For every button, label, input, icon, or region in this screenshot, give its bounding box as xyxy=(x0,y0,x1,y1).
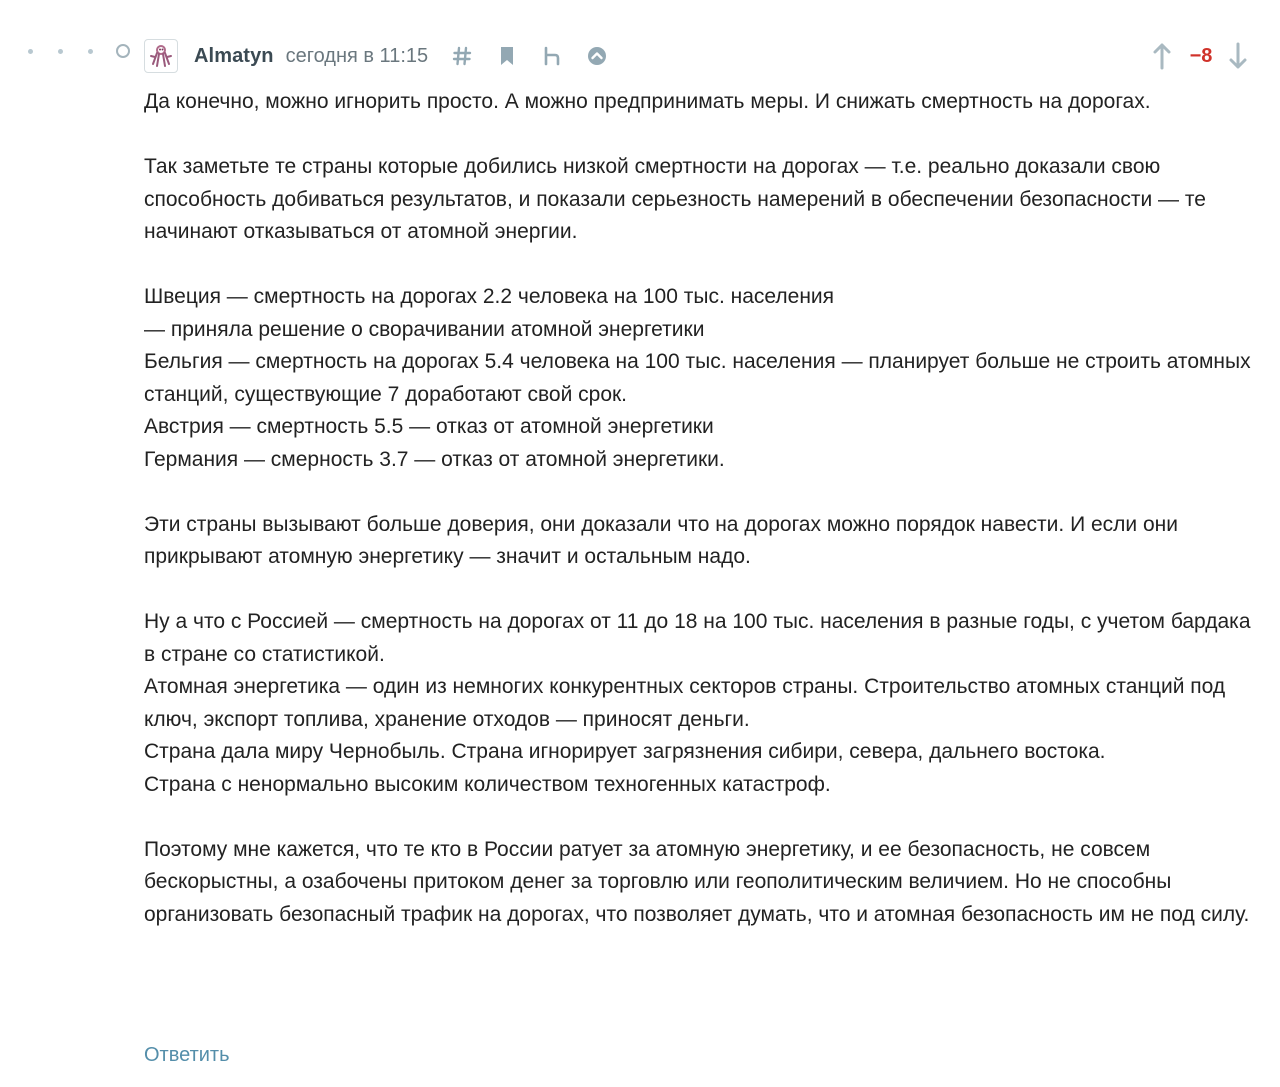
comment-paragraph: Поэтому мне кажется, что те кто в России ратует за атомную энергетику, и ее безопасность, не совсем бескорыстны, а озабочены притоком денег за торговлю или геополитическим величием. Но не способны организовать безопасный трафик на дорогах, что позволяет думать, что и атомная безопасность им не под силу. xyxy=(144,837,1250,926)
vote-controls xyxy=(1150,38,1250,74)
comment-header xyxy=(144,38,630,74)
comment-score[interactable]: −8 xyxy=(1189,44,1213,67)
thread-depth-indicator xyxy=(22,44,130,58)
thread-dot xyxy=(58,49,63,54)
comment-paragraph: Швеция — смертность на дорогах 2.2 человека на 100 тыс. населения — приняла решение о сворачивании атомной энергетики Бельгия — смертность на дорогах 5.4 человека на 100 тыс. населения — планирует больше не строить атомных станций, существующие 7 доработают свой срок. Австрия — смертность 5.5 — отказ от атомной энергетики Германия — смерность 3.7 — отказ от атомной энергетики. xyxy=(144,285,1251,471)
author-name[interactable]: Almatyn xyxy=(194,44,274,67)
up-circle-icon[interactable] xyxy=(585,44,609,68)
comment-paragraph: Эти страны вызывают больше доверия, они доказали что на дорогах можно порядок навести. И если они прикрывают атомную энергетику — значит и остальным надо. xyxy=(144,512,1179,568)
arrow-down-icon[interactable] xyxy=(1226,41,1250,71)
bookmark-icon[interactable] xyxy=(495,44,519,68)
comment-body xyxy=(144,86,1254,964)
reply-link[interactable]: Ответить xyxy=(144,1044,230,1066)
branch-icon[interactable] xyxy=(540,44,564,68)
comment-time: сегодня в 11:15 xyxy=(285,44,429,67)
comment-paragraph: Ну а что с Россией — смертность на дорогах от 11 до 18 на 100 тыс. населения в разные годы, с учетом бардака в стране со статистикой. Атомная энергетика — один из немногих конкурентных секторов страны. Строительство атомных станций под ключ, экспорт топлива, хранение отходов — приносят деньги. Страна дала миру Чернобыль. Страна игнорирует загрязнения сибири, севера, дальнего востока. Страна с ненормально высоким количеством техногенных катастроф. xyxy=(144,610,1251,796)
hash-icon[interactable] xyxy=(450,44,474,68)
avatar[interactable] xyxy=(144,39,178,73)
avatar-image xyxy=(147,42,175,70)
comment-paragraph: Да конечно, можно игнорить просто. А можно предпринимать меры. И снижать смертность на дорогах. xyxy=(144,90,1151,113)
thread-dot xyxy=(88,49,93,54)
thread-ring[interactable] xyxy=(116,44,130,58)
comment-paragraph: Так заметьте те страны которые добились низкой смертности на дорогах — т.е. реально доказали свою способность добиваться результатов, и показали серьезность намерений в обеспечении безопасности — те начинают отказываться от атомной энергии. xyxy=(144,155,1206,243)
thread-dot xyxy=(28,49,33,54)
comment-actions xyxy=(450,44,630,68)
arrow-up-icon[interactable] xyxy=(1150,41,1174,71)
